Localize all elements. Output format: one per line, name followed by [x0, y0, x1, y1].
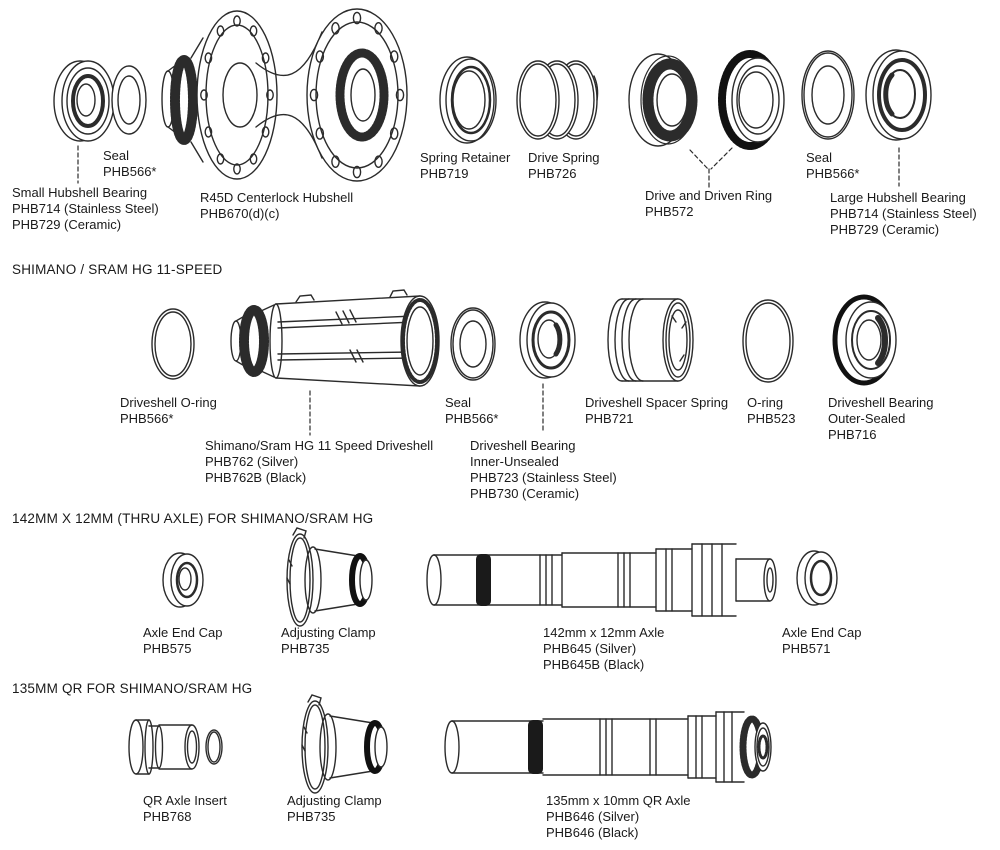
label-adjusting-clamp-1 [281, 625, 376, 657]
label-line: Axle End Cap [782, 625, 862, 640]
driveshell-bearing-outer-drawing [835, 297, 896, 383]
label-line: Seal [103, 148, 130, 163]
label-line: PHB566* [445, 411, 499, 426]
small-hubshell-bearing-drawing [54, 61, 114, 141]
label-line: Large Hubshell Bearing [830, 190, 966, 205]
seal-hg11-drawing [451, 308, 495, 380]
label-line: PHB714 (Stainless Steel) [12, 201, 159, 216]
label-line: Adjusting Clamp [281, 625, 376, 640]
label-line: PHB645B (Black) [543, 657, 645, 672]
label-line: PHB523 [747, 411, 796, 426]
label-line: Small Hubshell Bearing [12, 185, 148, 200]
label-line: Spring Retainer [420, 150, 511, 165]
drive-ring-drawing [629, 54, 695, 146]
label-large-hubshell-bearing [830, 190, 977, 238]
label-line: PHB566* [806, 166, 860, 181]
label-line: Outer-Sealed [828, 411, 906, 426]
axle-end-cap-right-drawing [797, 551, 837, 605]
spring-retainer-drawing [440, 57, 496, 143]
driveshell-drawing [231, 290, 439, 386]
label-line: 135mm x 10mm QR Axle [546, 793, 691, 808]
label-line: PHB566* [103, 164, 157, 179]
label-line: Driveshell Bearing [470, 438, 576, 453]
label-line: Drive and Driven Ring [645, 188, 773, 203]
driveshell-bearing-inner-drawing [520, 302, 575, 378]
label-line: PHB572 [645, 204, 694, 219]
label-qr-axle-insert [143, 793, 227, 825]
label-line: 142mm x 12mm Axle [543, 625, 665, 640]
label-line: R45D Centerlock Hubshell [200, 190, 354, 205]
section-header-thru142: 142MM X 12MM (THRU AXLE) FOR SHIMANO/SRAM HG [12, 511, 374, 526]
label-line: PHB762B (Black) [205, 470, 307, 485]
spacer-spring-drawing [608, 299, 693, 381]
oring-drawing [743, 300, 793, 382]
label-hubshell [200, 190, 353, 222]
section-header-qr135: 135MM QR FOR SHIMANO/SRAM HG [12, 681, 253, 696]
label-oring [747, 395, 795, 427]
label-seal-right [806, 150, 859, 182]
label-driveshell-oring [120, 395, 217, 427]
label-line: PHB716 [828, 427, 877, 442]
label-line: Shimano/Sram HG 11 Speed Driveshell [205, 438, 434, 453]
label-line: Seal [806, 150, 833, 165]
label-axle-135 [546, 793, 691, 841]
label-line: PHB735 [287, 809, 336, 824]
label-line: Driveshell Spacer Spring [585, 395, 729, 410]
label-driveshell [205, 438, 433, 486]
driveshell-oring-drawing [152, 309, 194, 379]
label-line: Adjusting Clamp [287, 793, 382, 808]
label-drive-spring [528, 150, 600, 182]
label-line: PHB719 [420, 166, 469, 181]
label-seal-left [103, 148, 156, 180]
label-drive-driven-ring [645, 188, 772, 220]
label-line: PHB571 [782, 641, 831, 656]
label-spring-retainer [420, 150, 510, 182]
leader-drive-driven-ring [690, 148, 732, 187]
label-line: Driveshell Bearing [828, 395, 934, 410]
label-line: PHB723 (Stainless Steel) [470, 470, 617, 485]
axle-end-cap-left-drawing [163, 553, 203, 607]
label-line: PHB645 (Silver) [543, 641, 637, 656]
large-hubshell-bearing-drawing [866, 50, 931, 140]
label-line: PHB646 (Black) [546, 825, 639, 840]
hubshell-drawing [162, 9, 407, 181]
section-header-hg11: SHIMANO / SRAM HG 11-SPEED [12, 262, 223, 277]
axle-135-drawing [445, 712, 771, 782]
label-line: Seal [445, 395, 472, 410]
label-line: PHB729 (Ceramic) [12, 217, 122, 232]
label-line: PHB735 [281, 641, 330, 656]
label-line: QR Axle Insert [143, 793, 227, 808]
label-axle-142 [543, 625, 664, 673]
label-spacer-spring [585, 395, 728, 427]
qr-axle-insert-drawing [129, 720, 222, 774]
label-line: PHB721 [585, 411, 634, 426]
label-adjusting-clamp-2 [287, 793, 382, 825]
seal-right-drawing [802, 51, 854, 139]
label-bearing-outer-sealed [828, 395, 934, 443]
seal-left-drawing [112, 66, 146, 134]
label-line: Inner-Unsealed [470, 454, 559, 469]
label-axle-end-cap-right [782, 625, 862, 657]
label-line: PHB762 (Silver) [205, 454, 299, 469]
label-line: PHB730 (Ceramic) [470, 486, 580, 501]
adjusting-clamp-drawing [287, 528, 372, 626]
label-line: PHB714 (Stainless Steel) [830, 206, 977, 221]
label-line: Drive Spring [528, 150, 600, 165]
label-line: PHB566* [120, 411, 174, 426]
label-line: O-ring [747, 395, 784, 410]
label-axle-end-cap-left [143, 625, 223, 657]
label-seal-hg11 [445, 395, 498, 427]
label-line: PHB575 [143, 641, 192, 656]
drive-spring-drawing [517, 61, 598, 139]
label-line: PHB729 (Ceramic) [830, 222, 940, 237]
axle-142-drawing [427, 544, 776, 616]
label-bearing-inner-unsealed [470, 438, 617, 502]
label-line: PHB768 [143, 809, 192, 824]
label-line: PHB646 (Silver) [546, 809, 640, 824]
driven-ring-drawing [722, 54, 784, 146]
label-line: Axle End Cap [143, 625, 223, 640]
label-line: PHB670(d)(c) [200, 206, 280, 221]
label-line: Driveshell O-ring [120, 395, 217, 410]
label-small-hubshell-bearing [12, 185, 159, 233]
adjusting-clamp-2-drawing [302, 695, 387, 793]
label-line: PHB726 [528, 166, 577, 181]
